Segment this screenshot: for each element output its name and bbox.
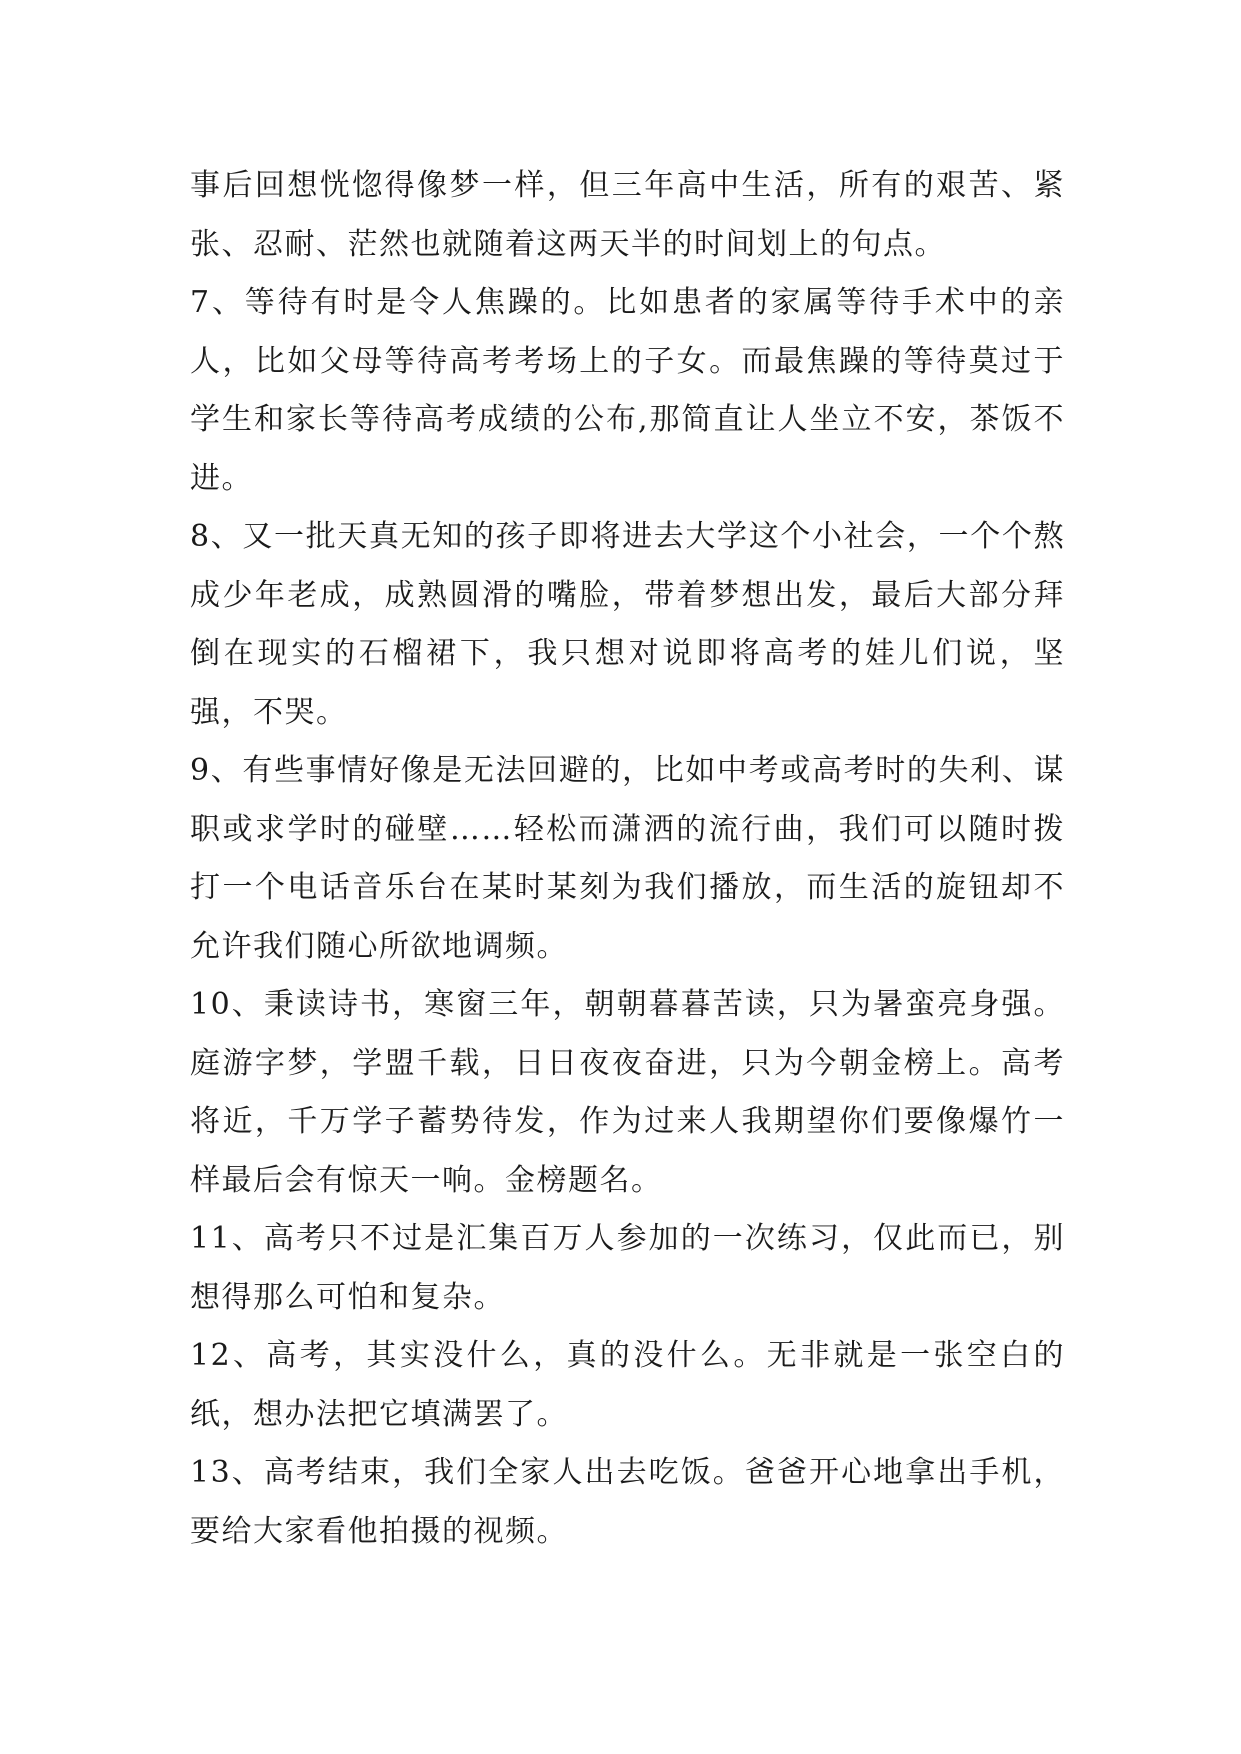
paragraph-13: 13、高考结束，我们全家人出去吃饭。爸爸开心地拿出手机，要给大家看他拍摄的视频。 [190,1455,1065,1549]
paragraph-8: 8、又一批天真无知的孩子即将进去大学这个小社会，一个个熬成少年老成，成熟圆滑的嘴脸，带着梦想出发，最后大部分拜倒在现实的石榴裙下，我只想对说即将高考的娃儿们说，坚强，不哭。 [190,519,1065,730]
document-body [190,157,1065,1561]
paragraph-intro: 事后回想恍惚得像梦一样，但三年高中生活，所有的艰苦、紧张、忍耐、茫然也就随着这两天半的时间划上的句点。 [190,168,1065,262]
paragraph-12: 12、高考，其实没什么，真的没什么。无非就是一张空白的纸，想办法把它填满罢了。 [190,1338,1065,1432]
paragraph-7: 7、等待有时是令人焦躁的。比如患者的家属等待手术中的亲人，比如父母等待高考考场上的子女。而最焦躁的等待莫过于学生和家长等待高考成绩的公布,那简直让人坐立不安，茶饭不进。 [190,285,1065,496]
paragraph-9: 9、有些事情好像是无法回避的，比如中考或高考时的失利、谋职或求学时的碰壁……轻松而潇洒的流行曲，我们可以随时拨打一个电话音乐台在某时某刻为我们播放，而生活的旋钮却不允许我们随心所欲地调频。 [190,753,1065,964]
paragraph-11: 11、高考只不过是汇集百万人参加的一次练习，仅此而已，别想得那么可怕和复杂。 [190,1221,1065,1315]
paragraph-10: 10、秉读诗书，寒窗三年，朝朝暮暮苦读，只为暑蛮亮身强。庭游字梦，学盟千载，日日夜夜奋进，只为今朝金榜上。高考将近，千万学子蓄势待发，作为过来人我期望你们要像爆竹一样最后会有惊天一响。金榜题名。 [190,987,1065,1198]
